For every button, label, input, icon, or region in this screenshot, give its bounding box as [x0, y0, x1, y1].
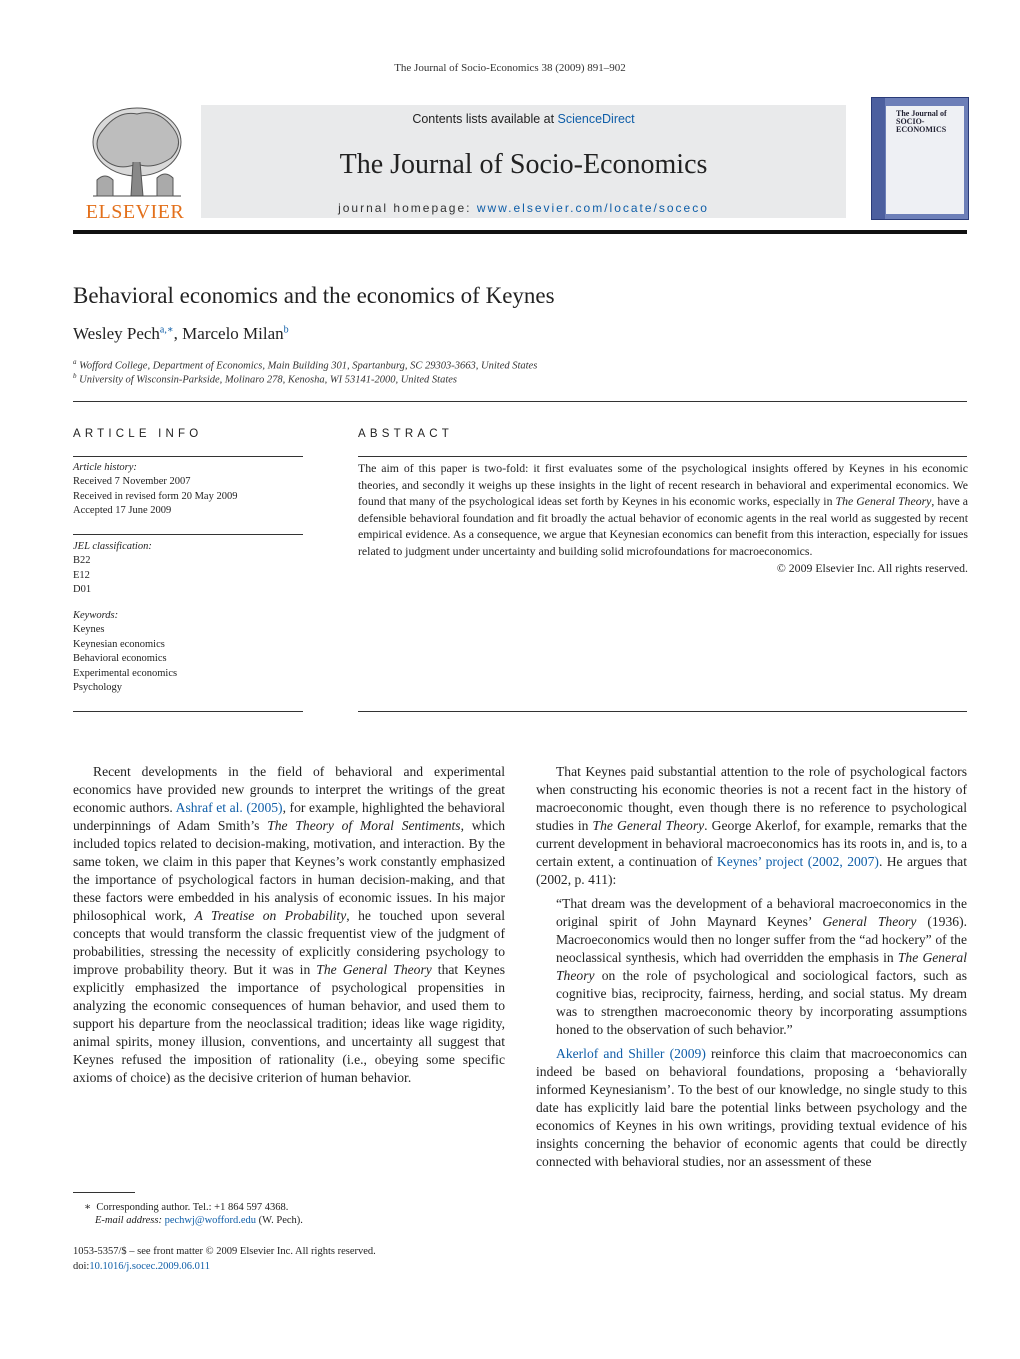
body-right-column — [536, 763, 967, 1171]
jel-rule — [73, 534, 303, 535]
email-link[interactable]: pechwj@wofford.edu — [164, 1215, 257, 1226]
email-note — [95, 1215, 303, 1226]
contents-prefix: Contents lists available at — [412, 112, 558, 126]
italic-title: The General Theory — [592, 818, 705, 833]
issn-line: 1053-5357/$ – see front matter © 2009 Elsevier Inc. All rights reserved. — [73, 1246, 376, 1257]
abstract-rule — [358, 456, 967, 457]
article-info-rule — [73, 456, 303, 457]
text-run: , for example, highlighted the behavioral underpinnings of Adam Smith’s — [73, 800, 505, 833]
running-head: The Journal of Socio-Economics 38 (2009) 891–902 — [394, 62, 626, 74]
keywords-label: Keywords: — [73, 610, 119, 621]
doi-prefix: doi: — [73, 1261, 90, 1272]
abstract-part-1: The aim of this paper is two-fold: it first evaluates some of the psychological insights offered by Keynes in his economic theories, and secondly it weighs up these insights in the light of recent research in behavioral and experimental economics. We found that many of the psychological ideas set forth by Keynes in his economic works, especially in — [358, 461, 968, 509]
affiliation-rule — [73, 401, 967, 402]
author-separator: , — [173, 324, 183, 343]
body-left-column — [73, 763, 505, 1087]
jel-code: D01 — [73, 584, 92, 596]
history-accepted: Accepted 17 June 2009 — [73, 505, 172, 517]
body-paragraph — [73, 763, 505, 1087]
cover-title-line1: The Journal of — [896, 109, 947, 118]
corresponding-author-note — [84, 1201, 288, 1213]
affiliation-a — [73, 358, 537, 372]
text-run: Recent developments in the field of behavioral and experimental economics have provided new grounds to interpret the writings of the great economic authors. — [73, 764, 505, 815]
block-quote — [556, 895, 967, 1039]
publisher-wordmark: ELSEVIER — [85, 201, 185, 222]
email-suffix: (W. Pech). — [256, 1215, 303, 1226]
author-2-affil[interactable]: b — [283, 324, 289, 336]
doi-link[interactable]: 10.1016/j.socec.2009.06.011 — [89, 1261, 210, 1272]
history-revised: Received in revised form 20 May 2009 — [73, 490, 238, 502]
affiliation-b — [73, 372, 457, 386]
header-band — [201, 105, 846, 218]
italic-title: A Treatise on Probability — [194, 908, 347, 923]
elsevier-tree-icon — [73, 100, 198, 222]
corresponding-text: Corresponding author. Tel.: +1 864 597 4368. — [96, 1202, 289, 1213]
abstract-bottom-rule — [358, 711, 967, 712]
author-list — [73, 324, 289, 344]
body-paragraph — [536, 763, 967, 889]
cover-title — [896, 110, 947, 134]
history-label: Article history: — [73, 462, 137, 473]
jel-code: E12 — [73, 569, 90, 581]
journal-title: The Journal of Socio-Economics — [339, 149, 708, 180]
article-info-heading: ARTICLE INFO — [73, 428, 203, 440]
affil-b-text: University of Wisconsin-Parkside, Molinaro 278, Kenosha, WI 53141-2000, United States — [79, 374, 457, 386]
text-run: reinforce this claim that macroeconomics can indeed be based on behavioral foundations, proposing a ‘behaviorally informed Keynesianism’. To the best of our knowledge, no single study to this date has explicitly laid bare the potential links between psychology and the economics of Keynes in his own writings, providing textual evidence of his insights concerning the behavior of economic agents that could be directly connected with behavioral studies, nor an assessment of these — [536, 1046, 968, 1169]
keywords — [73, 609, 303, 695]
jel-label: JEL classification: — [73, 541, 152, 552]
affil-a-mark: a — [73, 358, 77, 366]
article-history — [73, 461, 303, 519]
author-1-affil[interactable]: a,∗ — [159, 324, 174, 336]
homepage-prefix: journal homepage: — [338, 201, 477, 215]
affil-a-text: Wofford College, Department of Economics, Main Building 301, Spartanburg, SC 29303-3663, United States — [79, 360, 538, 372]
affil-b-mark: b — [73, 372, 77, 380]
email-label: E-mail address: — [95, 1215, 165, 1226]
journal-homepage — [201, 201, 846, 215]
sciencedirect-link[interactable]: ScienceDirect — [557, 112, 635, 126]
keywords-rule — [73, 711, 303, 712]
keyword: Keynesian economics — [73, 638, 165, 650]
header-rule — [73, 230, 967, 234]
cover-strip — [872, 98, 885, 219]
citation-link[interactable]: Akerlof and Shiller (2009) — [556, 1046, 706, 1061]
text-run: , he touched upon several concepts that would transform the classic frequentist view of the judgment of probabilities, stressing the necessity of explicitly considering psychology to improve probability theory. But it was in — [73, 908, 505, 977]
author-2[interactable]: Marcelo Milan — [182, 324, 284, 343]
citation-link[interactable]: Ashraf et al. (2005) — [175, 800, 283, 815]
italic-title: General Theory — [822, 914, 917, 929]
citation-link[interactable]: Keynes’ project (2002, 2007) — [716, 854, 879, 869]
italic-title: The General Theory — [556, 950, 967, 983]
footnote-rule — [73, 1192, 135, 1193]
doi-line — [73, 1261, 210, 1272]
journal-cover-thumbnail[interactable] — [871, 97, 969, 220]
cover-title-line2: SOCIO- — [896, 117, 925, 126]
history-received: Received 7 November 2007 — [73, 476, 191, 488]
italic-title: The General Theory — [316, 962, 432, 977]
keyword: Behavioral economics — [73, 653, 167, 665]
text-run: “That dream was the development of a behavioral macroeconomics in the original spirit of John Maynard Keynes’ — [556, 896, 967, 929]
footnote-mark: ∗ — [84, 1202, 92, 1213]
elsevier-logo[interactable] — [73, 100, 198, 222]
text-run: , which included topics related to decision-making, motivation, and interaction. By the same token, we claim in this paper that Keynes’s work constantly emphasized the importance of psychological factors in human decision-making, and that these factors were embedded in his analysis of economic issues. In his major philosophical work, — [73, 818, 505, 923]
contents-line — [201, 112, 846, 126]
abstract-part-2: , have a defensible behavioral foundation and fit broadly the actual behavior of economic agents in the real world as suggested by recent empirical evidence. As a consequence, we argue that Keynesian economics can benefit from this interaction, especially for issues related to judgment under uncertainty and building solid microfoundations for macroeconomics. — [358, 494, 968, 558]
jel-code: B22 — [73, 555, 91, 567]
italic-title: The Theory of Moral Sentiments — [267, 818, 461, 833]
journal-header — [73, 100, 968, 236]
text-run: . George Akerlof, for example, remarks that the current development in behavioral macroeconomics has its roots in, and is, to a certain extent, a continuation of — [536, 818, 967, 869]
author-1[interactable]: Wesley Pech — [73, 324, 160, 343]
article-title: Behavioral economics and the economics of Keynes — [73, 283, 555, 308]
text-run: that Keynes explicitly emphasized the importance of psychological propensities in analyzing the economic consequences of human behavior, and used them to support his departure from the neoclassical tradition; ideas like wage rigidity, animal spirits, money illusion, conventions, and uncertainty all suggest that Keynes refused the imposition of rationality (i.e., obeying some specific axioms of choice) as the decisive criterion of human behavior. — [73, 962, 505, 1085]
abstract-heading: ABSTRACT — [358, 428, 453, 440]
homepage-link[interactable]: www.elsevier.com/locate/soceco — [476, 201, 709, 215]
text-run: . He argues that (2002, p. 411): — [536, 854, 967, 887]
text-run: on the role of psychological and sociological factors, such as cognitive bias, reciprocity, fairness, herding, and social status. My dream was to strengthen macroeconomic theory by incorporating assumptions honed to the observation of such behavior.” — [556, 968, 967, 1037]
text-run: That Keynes paid substantial attention to the role of psychological factors when constructing his economic theories is not a recent fact in the history of macroeconomic thought, even though there is no reference to psychological studies in — [536, 764, 967, 833]
cover-title-line3: ECONOMICS — [896, 125, 947, 134]
abstract-italic: The General Theory — [835, 494, 932, 509]
body-paragraph — [536, 1045, 967, 1171]
abstract-text — [358, 460, 968, 576]
jel-classification — [73, 540, 303, 598]
text-run: (1936). Macroeconomics would then no longer suffer from the “ad hockery” of the neoclassical synthesis, which had overridden the emphasis in — [556, 914, 967, 965]
keyword: Psychology — [73, 682, 123, 694]
keyword: Keynes — [73, 624, 105, 636]
abstract-copyright: © 2009 Elsevier Inc. All rights reserved. — [776, 560, 968, 575]
keyword: Experimental economics — [73, 667, 178, 679]
